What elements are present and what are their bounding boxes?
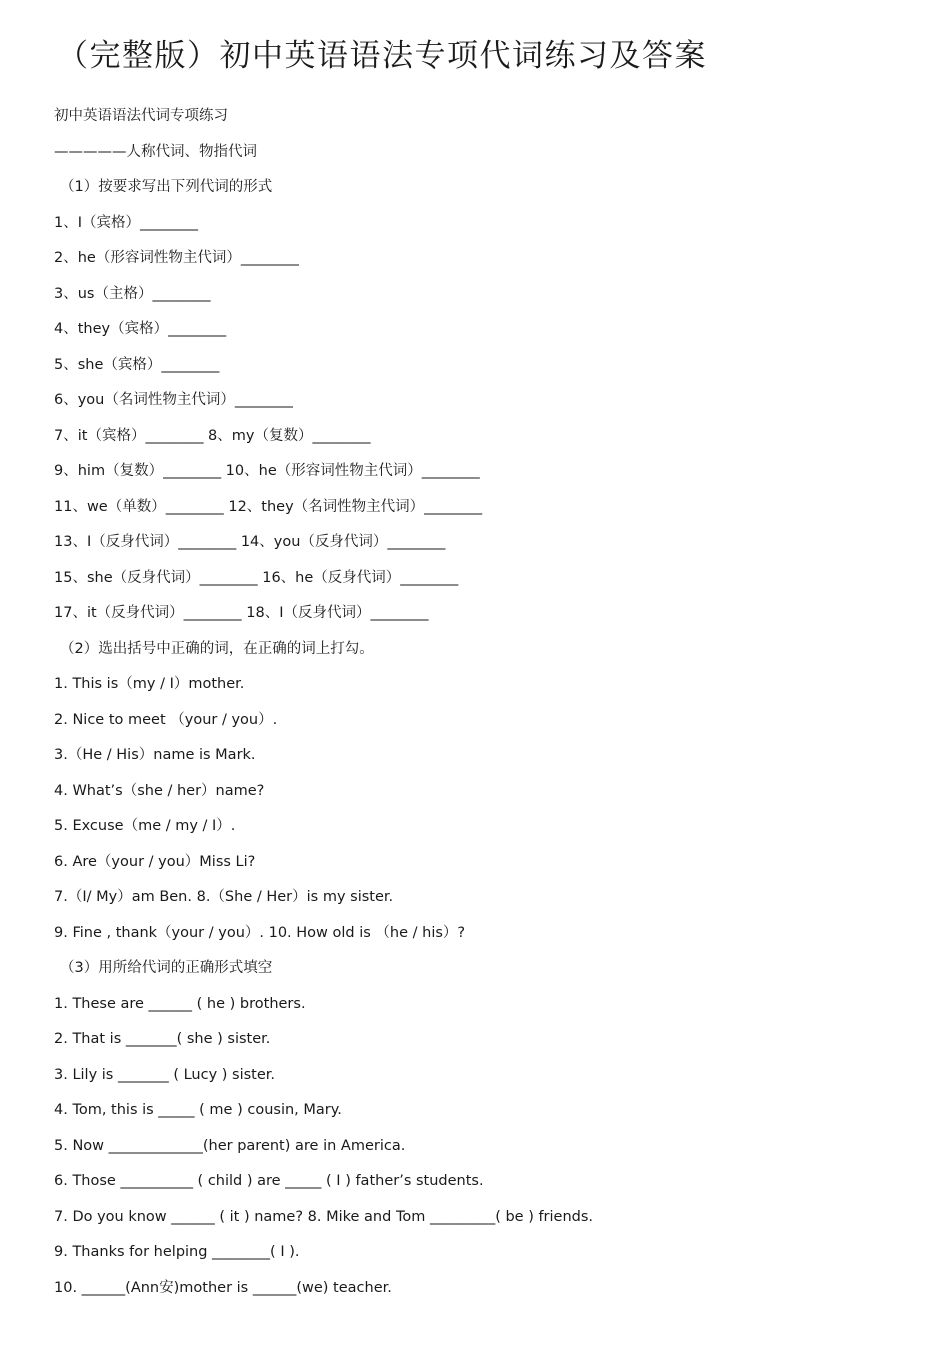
exercise-item: 7.（I/ My）am Ben. 8.（She / Her）is my sister. bbox=[54, 889, 394, 905]
exercise-item: 5. Now _____________(her parent) are in America. bbox=[54, 1137, 406, 1154]
subheading: 初中英语语法代词专项练习 bbox=[54, 108, 228, 124]
exercise-item: 13、I（反身代词）________ 14、you（反身代词）________ bbox=[54, 534, 446, 550]
section-heading: （3）用所给代词的正确形式填空 bbox=[60, 960, 273, 976]
exercise-content bbox=[54, 104, 914, 1311]
exercise-item: 1、I（宾格）________ bbox=[54, 214, 199, 231]
exercise-item: 9、him（复数）________ 10、he（形容词性物主代词）________ bbox=[54, 463, 480, 479]
exercise-item: 5、she（宾格）________ bbox=[54, 356, 220, 373]
subheading: —————人称代词、物指代词 bbox=[54, 143, 257, 160]
exercise-item: 1. This is（my / I）mother. bbox=[54, 676, 245, 692]
exercise-item: 5. Excuse（me / my / I）. bbox=[54, 818, 236, 834]
exercise-item: 9. Thanks for helping ________( I ). bbox=[54, 1244, 300, 1260]
document-title: （完整版）初中英语语法专项代词练习及答案 bbox=[57, 38, 707, 74]
exercise-item: 7、it（宾格）________ 8、my（复数）________ bbox=[54, 427, 371, 444]
exercise-item: 17、it（反身代词）________ 18、I（反身代词）________ bbox=[54, 605, 429, 621]
exercise-item: 7. Do you know ______ ( it ) name? 8. Mike and Tom _________( be ) friends. bbox=[54, 1208, 594, 1225]
section-heading: （2）选出括号中正确的词，在正确的词上打勾。 bbox=[60, 640, 374, 657]
exercise-item: 3.（He / His）name is Mark. bbox=[54, 747, 256, 763]
exercise-item: 2. That is _______( she ) sister. bbox=[54, 1031, 271, 1047]
exercise-item: 2. Nice to meet （your / you）. bbox=[54, 711, 278, 728]
exercise-item: 3、us（主格）________ bbox=[54, 285, 211, 302]
exercise-item: 6. Those __________ ( child ) are _____ ( I ) father’s students. bbox=[54, 1173, 484, 1189]
exercise-item: 6、you（名词性物主代词）________ bbox=[54, 392, 293, 408]
exercise-item: 4、they（宾格）________ bbox=[54, 321, 227, 337]
section-heading: （1）按要求写出下列代词的形式 bbox=[60, 179, 273, 195]
exercise-item: 2、he（形容词性物主代词）________ bbox=[54, 250, 299, 266]
exercise-item: 10. ______(Ann安)mother is ______(we) teacher. bbox=[54, 1279, 392, 1296]
exercise-item: 15、she（反身代词）________ 16、he（反身代词）________ bbox=[54, 569, 459, 586]
exercise-item: 6. Are（your / you）Miss Li? bbox=[54, 853, 256, 870]
exercise-item: 4. Tom, this is _____ ( me ) cousin, Mary. bbox=[54, 1102, 342, 1118]
exercise-item: 4. What’s（she / her）name? bbox=[54, 782, 265, 799]
exercise-item: 9. Fine , thank（your / you）. 10. How old is （he / his）? bbox=[54, 924, 466, 941]
exercise-item: 1. These are ______ ( he ) brothers. bbox=[54, 995, 306, 1012]
exercise-item: 11、we（单数）________ 12、they（名词性物主代词）________ bbox=[54, 498, 483, 515]
exercise-item: 3. Lily is _______ ( Lucy ) sister. bbox=[54, 1066, 276, 1083]
